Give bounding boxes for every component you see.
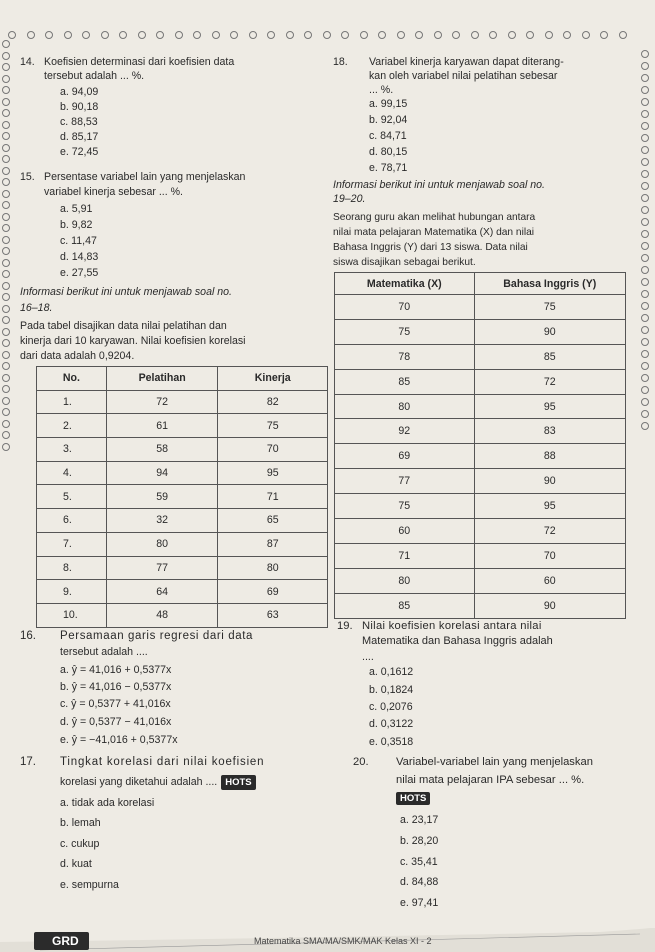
binder-ring-icon: [138, 31, 146, 39]
binder-ring-icon: [641, 254, 649, 262]
binder-ring-icon: [2, 305, 10, 313]
binder-ring-icon: [230, 31, 238, 39]
binder-ring-icon: [2, 144, 10, 152]
binder-ring-icon: [2, 362, 10, 370]
binder-ring-icon: [600, 31, 608, 39]
binder-ring-icon: [64, 31, 72, 39]
cell-kinerja: 82: [218, 390, 328, 414]
cell-bahasa-inggris: 70: [474, 543, 625, 568]
binder-rings-top: [8, 30, 638, 40]
binder-ring-icon: [2, 408, 10, 416]
cell-no: 5.: [37, 485, 107, 509]
binder-ring-icon: [193, 31, 201, 39]
binder-ring-icon: [2, 63, 10, 71]
binder-ring-icon: [641, 326, 649, 334]
option-d[interactable]: d. ŷ = 0,5377 − 41,016x: [60, 716, 172, 728]
question-stem: variabel kinerja sebesar ... %.: [44, 186, 183, 198]
binder-ring-icon: [323, 31, 331, 39]
question-stem: korelasi yang diketahui adalah .... HOTS: [60, 775, 256, 790]
binder-ring-icon: [378, 31, 386, 39]
cell-kinerja: 95: [218, 461, 328, 485]
binder-ring-icon: [2, 316, 10, 324]
option-c[interactable]: c. 11,47: [60, 235, 97, 247]
binder-ring-icon: [563, 31, 571, 39]
book-title: Matematika SMA/MA/SMK/MAK Kelas XI - 2: [254, 936, 432, 946]
cell-pelatihan: 77: [106, 556, 218, 580]
binder-ring-icon: [212, 31, 220, 39]
binder-ring-icon: [2, 385, 10, 393]
cell-kinerja: 70: [218, 438, 328, 462]
info-text: Pada tabel disajikan data nilai pelatihan dan: [20, 320, 227, 332]
binder-ring-icon: [641, 134, 649, 142]
cell-matematika: 70: [335, 295, 475, 320]
binder-ring-icon: [641, 170, 649, 178]
binder-ring-icon: [641, 74, 649, 82]
binder-ring-icon: [2, 167, 10, 175]
cell-matematika: 60: [335, 519, 475, 544]
binder-rings-right: [641, 50, 651, 440]
binder-ring-icon: [2, 121, 10, 129]
binder-ring-icon: [471, 31, 479, 39]
binder-ring-icon: [641, 350, 649, 358]
table-row: [335, 344, 626, 369]
binder-ring-icon: [360, 31, 368, 39]
info-text: Bahasa Inggris (Y) dari 13 siswa. Data nilai: [333, 242, 528, 253]
option-d[interactable]: d. 85,17: [60, 131, 99, 143]
binder-ring-icon: [641, 338, 649, 346]
binder-ring-icon: [641, 50, 649, 58]
table-training-performance: [36, 366, 328, 628]
table-math-english: [334, 272, 626, 619]
option-e[interactable]: e. 72,45: [60, 146, 99, 158]
cell-kinerja: 75: [218, 414, 328, 438]
cell-pelatihan: 72: [106, 390, 218, 414]
cell-bahasa-inggris: 90: [474, 319, 625, 344]
cell-pelatihan: 58: [106, 438, 218, 462]
binder-ring-icon: [2, 374, 10, 382]
cell-no: 4.: [37, 461, 107, 485]
binder-ring-icon: [641, 386, 649, 394]
binder-ring-icon: [2, 259, 10, 267]
cell-pelatihan: 59: [106, 485, 218, 509]
hots-badge: HOTS: [396, 792, 430, 805]
cell-no: 8.: [37, 556, 107, 580]
cell-bahasa-inggris: 95: [474, 394, 625, 419]
binder-ring-icon: [526, 31, 534, 39]
binder-ring-icon: [2, 420, 10, 428]
cell-matematika: 78: [335, 344, 475, 369]
question-stem: Koefisien determinasi dari koefisien data: [44, 56, 235, 68]
binder-ring-icon: [156, 31, 164, 39]
cell-no: 3.: [37, 438, 107, 462]
info-text: dari data adalah 0,9204.: [20, 350, 135, 362]
option-d[interactable]: d. 84,88: [400, 876, 439, 888]
option-c[interactable]: c. 35,41: [400, 856, 438, 868]
binder-ring-icon: [641, 314, 649, 322]
cell-pelatihan: 64: [106, 580, 218, 604]
table-row: [37, 603, 328, 627]
table-row: [335, 469, 626, 494]
binder-ring-icon: [641, 146, 649, 154]
binder-ring-icon: [119, 31, 127, 39]
option-e[interactable]: e. 78,71: [369, 162, 408, 174]
table-row: [335, 319, 626, 344]
question-number: 17.: [20, 756, 36, 768]
table-row: [335, 543, 626, 568]
info-text: kinerja dari 10 karyawan. Nilai koefisien korelasi: [20, 335, 246, 347]
binder-ring-icon: [304, 31, 312, 39]
cell-bahasa-inggris: 72: [474, 519, 625, 544]
binder-ring-icon: [641, 62, 649, 70]
option-a[interactable]: a. tidak ada korelasi: [60, 797, 155, 809]
option-b[interactable]: b. 90,18: [60, 101, 99, 113]
table-row: [335, 568, 626, 593]
binder-ring-icon: [2, 236, 10, 244]
table-row: [335, 369, 626, 394]
option-a[interactable]: a. 5,91: [60, 203, 93, 215]
binder-ring-icon: [641, 302, 649, 310]
binder-ring-icon: [415, 31, 423, 39]
cell-kinerja: 69: [218, 580, 328, 604]
cell-no: 2.: [37, 414, 107, 438]
table-row: [335, 444, 626, 469]
table-row: [37, 509, 328, 533]
binder-ring-icon: [641, 110, 649, 118]
binder-ring-icon: [641, 194, 649, 202]
cell-bahasa-inggris: 60: [474, 568, 625, 593]
option-a[interactable]: a. 94,09: [60, 86, 99, 98]
question-stem: Nilai koefisien korelasi antara nilai: [362, 620, 542, 632]
binder-ring-icon: [641, 230, 649, 238]
binder-ring-icon: [2, 339, 10, 347]
cell-matematika: 80: [335, 394, 475, 419]
question-number: 18.: [333, 56, 348, 68]
binder-ring-icon: [27, 31, 35, 39]
question-stem: Persentase variabel lain yang menjelaskan: [44, 171, 246, 183]
option-b[interactable]: b. 28,20: [400, 835, 439, 847]
binder-ring-icon: [641, 158, 649, 166]
table-row: [37, 461, 328, 485]
cell-no: 10.: [37, 603, 107, 627]
binder-ring-icon: [2, 293, 10, 301]
table-row: [37, 580, 328, 604]
column-header-kinerja: Kinerja: [218, 367, 328, 391]
question-stem: Persamaan garis regresi dari data: [60, 630, 254, 642]
cell-matematika: 85: [335, 369, 475, 394]
question-stem: tersebut adalah ... %.: [44, 70, 145, 82]
cell-kinerja: 63: [218, 603, 328, 627]
info-heading: Informasi berikut ini untuk menjawab soal no.: [20, 286, 232, 298]
info-heading: 16–18.: [20, 302, 53, 314]
question-stem: Tingkat korelasi dari nilai koefisien: [60, 756, 265, 768]
question-number: 19.: [337, 620, 353, 632]
binder-ring-icon: [2, 397, 10, 405]
cell-kinerja: 87: [218, 532, 328, 556]
table-header-row: [37, 367, 328, 391]
option-e[interactable]: e. 27,55: [60, 267, 99, 279]
binder-ring-icon: [641, 362, 649, 370]
cell-no: 9.: [37, 580, 107, 604]
table-row: [37, 438, 328, 462]
binder-ring-icon: [641, 182, 649, 190]
binder-ring-icon: [2, 178, 10, 186]
column-header-no: No.: [37, 367, 107, 391]
info-text: nilai mata pelajaran Matematika (X) dan nilai: [333, 227, 535, 238]
cell-bahasa-inggris: 90: [474, 469, 625, 494]
column-header-bahasa-inggris: Bahasa Inggris (Y): [474, 273, 625, 295]
cell-bahasa-inggris: 72: [474, 369, 625, 394]
table-row: [335, 494, 626, 519]
column-header-pelatihan: Pelatihan: [106, 367, 218, 391]
table-row: [37, 556, 328, 580]
column-header-matematika: Matematika (X): [335, 273, 475, 295]
option-d[interactable]: d. 0,3122: [369, 718, 414, 730]
binder-ring-icon: [641, 86, 649, 94]
table-row: [37, 414, 328, 438]
option-c[interactable]: c. ŷ = 0,5377 + 41,016x: [60, 698, 171, 710]
binder-ring-icon: [2, 86, 10, 94]
binder-ring-icon: [267, 31, 275, 39]
question-stem: kan oleh variabel nilai pelatihan sebesar: [369, 70, 558, 82]
option-d[interactable]: d. 80,15: [369, 146, 408, 158]
binder-ring-icon: [641, 422, 649, 430]
binder-ring-icon: [45, 31, 53, 39]
binder-ring-icon: [2, 132, 10, 140]
binder-ring-icon: [2, 75, 10, 83]
option-d[interactable]: d. 14,83: [60, 251, 99, 263]
cell-bahasa-inggris: 90: [474, 593, 625, 618]
option-e[interactable]: e. 0,3518: [369, 736, 414, 748]
cell-matematika: 75: [335, 494, 475, 519]
question-stem: Variabel kinerja karyawan dapat diterang-: [369, 56, 564, 68]
option-c[interactable]: c. 0,2076: [369, 701, 413, 713]
option-c[interactable]: c. 88,53: [60, 116, 98, 128]
cell-matematika: 75: [335, 319, 475, 344]
binder-ring-icon: [175, 31, 183, 39]
cell-matematika: 69: [335, 444, 475, 469]
cell-bahasa-inggris: 88: [474, 444, 625, 469]
option-b[interactable]: b. 0,1824: [369, 684, 414, 696]
binder-ring-icon: [2, 52, 10, 60]
option-a[interactable]: a. 0,1612: [369, 666, 414, 678]
option-b[interactable]: b. ŷ = 41,016 − 0,5377x: [60, 681, 172, 693]
table-row: [335, 593, 626, 618]
binder-rings-left: [2, 40, 12, 460]
binder-ring-icon: [545, 31, 553, 39]
binder-ring-icon: [2, 201, 10, 209]
binder-ring-icon: [641, 206, 649, 214]
binder-ring-icon: [249, 31, 257, 39]
question-number: 16.: [20, 630, 36, 642]
cell-pelatihan: 48: [106, 603, 218, 627]
question-stem: Matematika dan Bahasa Inggris adalah: [362, 635, 553, 647]
binder-ring-icon: [452, 31, 460, 39]
table-row: [37, 485, 328, 509]
option-e[interactable]: e. 97,41: [400, 897, 439, 909]
table-row: [37, 390, 328, 414]
cell-kinerja: 65: [218, 509, 328, 533]
binder-ring-icon: [2, 431, 10, 439]
binder-ring-icon: [2, 328, 10, 336]
info-heading: 19–20.: [333, 193, 366, 205]
binder-ring-icon: [508, 31, 516, 39]
binder-ring-icon: [641, 278, 649, 286]
table-row: [335, 394, 626, 419]
cell-matematika: 80: [335, 568, 475, 593]
info-text: Seorang guru akan melihat hubungan antara: [333, 212, 536, 223]
cell-pelatihan: 61: [106, 414, 218, 438]
binder-ring-icon: [2, 40, 10, 48]
binder-ring-icon: [641, 242, 649, 250]
question-stem: tersebut adalah ....: [60, 646, 148, 658]
binder-ring-icon: [286, 31, 294, 39]
table-row: [37, 532, 328, 556]
binder-ring-icon: [2, 98, 10, 106]
cell-kinerja: 80: [218, 556, 328, 580]
binder-ring-icon: [641, 122, 649, 130]
binder-ring-icon: [641, 374, 649, 382]
binder-ring-icon: [619, 31, 627, 39]
binder-ring-icon: [434, 31, 442, 39]
binder-ring-icon: [641, 398, 649, 406]
option-a[interactable]: a. ŷ = 41,016 + 0,5377x: [60, 664, 172, 676]
hots-badge: HOTS: [221, 775, 255, 790]
cell-matematika: 77: [335, 469, 475, 494]
binder-ring-icon: [2, 282, 10, 290]
table-row: [335, 419, 626, 444]
option-e[interactable]: e. ŷ = −41,016 + 0,5377x: [60, 734, 178, 746]
binder-ring-icon: [2, 109, 10, 117]
binder-ring-icon: [2, 443, 10, 451]
option-a[interactable]: a. 23,17: [400, 814, 439, 826]
question-number: 15.: [20, 171, 35, 183]
cell-pelatihan: 94: [106, 461, 218, 485]
binder-ring-icon: [397, 31, 405, 39]
cell-bahasa-inggris: 85: [474, 344, 625, 369]
question-stem: ... %.: [369, 84, 394, 96]
info-heading: Informasi berikut ini untuk menjawab soal no.: [333, 179, 545, 191]
table-row: [335, 295, 626, 320]
table-header-row: [335, 273, 626, 295]
cell-pelatihan: 32: [106, 509, 218, 533]
binder-ring-icon: [82, 31, 90, 39]
cell-no: 6.: [37, 509, 107, 533]
info-text: siswa disajikan sebagai berikut.: [333, 257, 476, 268]
binder-ring-icon: [8, 31, 16, 39]
binder-ring-icon: [2, 190, 10, 198]
binder-ring-icon: [2, 224, 10, 232]
cell-matematika: 85: [335, 593, 475, 618]
cell-kinerja: 71: [218, 485, 328, 509]
option-c[interactable]: c. 84,71: [369, 130, 407, 142]
question-stem: nilai mata pelajaran IPA sebesar ... %.: [396, 774, 585, 786]
table-row: [335, 519, 626, 544]
binder-ring-icon: [489, 31, 497, 39]
cell-bahasa-inggris: 95: [474, 494, 625, 519]
cell-bahasa-inggris: 83: [474, 419, 625, 444]
option-c[interactable]: c. cukup: [60, 838, 100, 850]
binder-ring-icon: [2, 213, 10, 221]
binder-ring-icon: [582, 31, 590, 39]
option-b[interactable]: b. 92,04: [369, 114, 408, 126]
cell-matematika: 92: [335, 419, 475, 444]
option-d[interactable]: d. kuat: [60, 858, 92, 870]
binder-ring-icon: [641, 290, 649, 298]
option-e[interactable]: e. sempurna: [60, 879, 119, 891]
option-b[interactable]: b. lemah: [60, 817, 101, 829]
question-stem: ....: [362, 651, 374, 663]
publisher-logo: GRD: [34, 932, 89, 950]
binder-ring-icon: [2, 247, 10, 255]
question-stem: Variabel-variabel lain yang menjelaskan: [396, 756, 593, 768]
cell-pelatihan: 80: [106, 532, 218, 556]
binder-ring-icon: [2, 270, 10, 278]
cell-bahasa-inggris: 75: [474, 295, 625, 320]
binder-ring-icon: [101, 31, 109, 39]
binder-ring-icon: [2, 351, 10, 359]
cell-no: 1.: [37, 390, 107, 414]
binder-ring-icon: [641, 98, 649, 106]
question-number: 14.: [20, 56, 35, 68]
cell-matematika: 71: [335, 543, 475, 568]
option-a[interactable]: a. 99,15: [369, 98, 408, 110]
binder-ring-icon: [641, 410, 649, 418]
cell-no: 7.: [37, 532, 107, 556]
binder-ring-icon: [641, 266, 649, 274]
question-number: 20.: [353, 756, 369, 768]
binder-ring-icon: [341, 31, 349, 39]
binder-ring-icon: [2, 155, 10, 163]
binder-ring-icon: [641, 218, 649, 226]
option-b[interactable]: b. 9,82: [60, 219, 93, 231]
